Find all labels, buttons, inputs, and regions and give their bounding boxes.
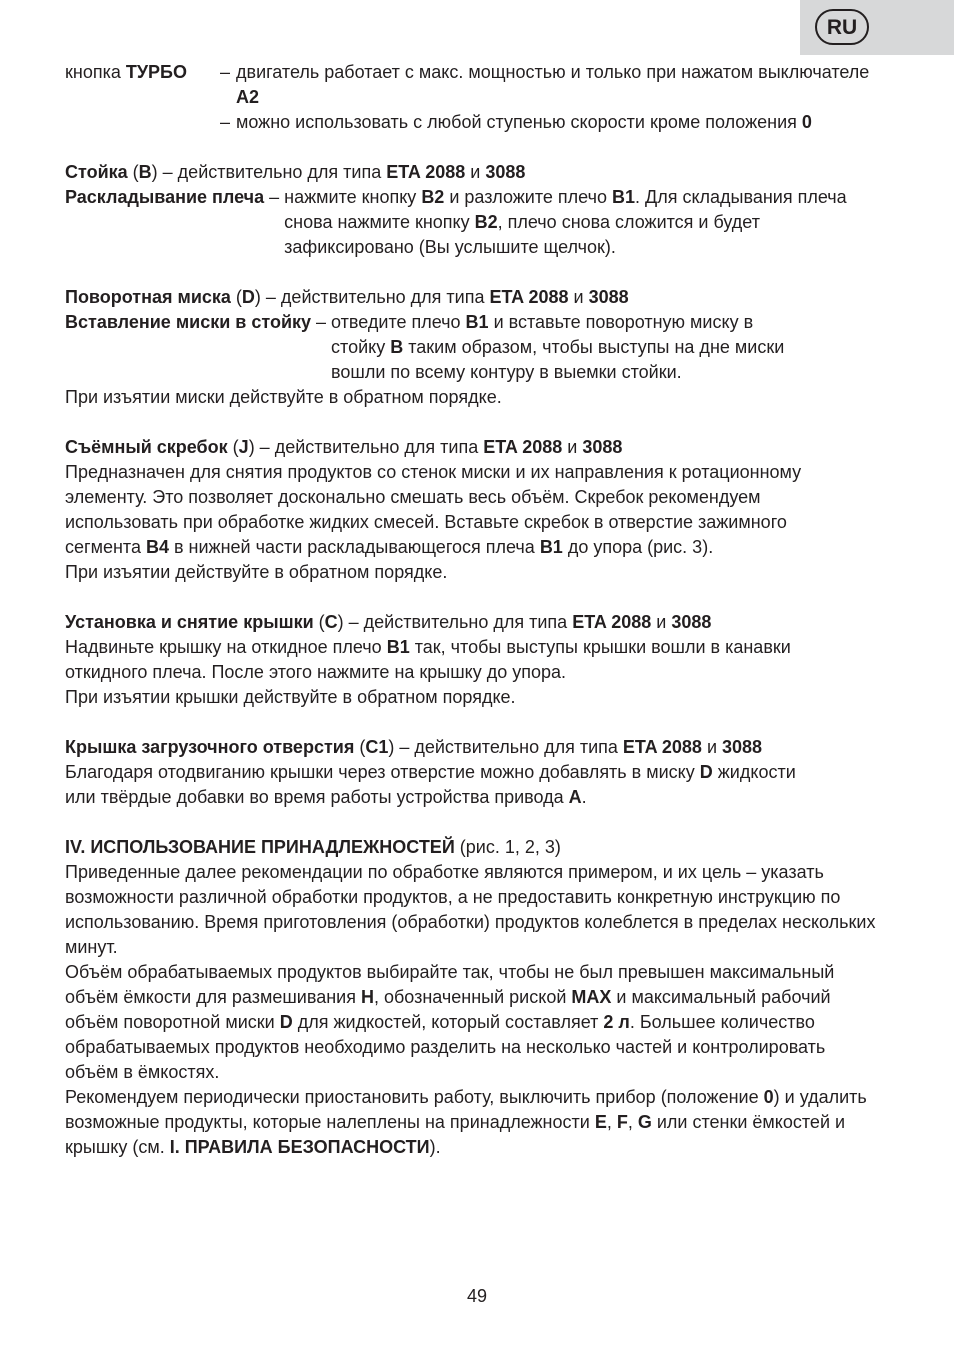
arm-unfold-label: Раскладывание плеча: [65, 187, 265, 207]
language-badge: [815, 9, 869, 45]
usage-volume: Объём обрабатываемых продуктов выбирайте так, чтобы не был превышен максимальный объём ёмкости для размешивания H, обозначенный риской MAX и максимальный рабочий объём поворотной миски D для жидкостей, который составляет 2 л. Большее количество обрабатываемых продуктов необходимо разделить на несколько частей и контролировать объём в ёмкостях.: [65, 962, 835, 1082]
usage-heading: IV. ИСПОЛЬЗОВАНИЕ ПРИНАДЛЕЖНОСТЕЙ (рис. 1, 2, 3): [65, 837, 561, 857]
language-code: RU: [826, 15, 858, 39]
usage-cleaning: Рекомендуем периодически приостановить работу, выключить прибор (положение 0) и удалить возможные продукты, которые налеплены на принадлежности E, F, G или стенки ёмкостей и крышку (см. I. ПРАВИЛА БЕЗОПАСНОСТИ).: [65, 1087, 867, 1157]
lid-description: Надвиньте крышку на откидное плечо B1 так, чтобы выступы крышки вошли в канавки откидного плеча. После этого нажмите на крышку до упора.: [65, 637, 791, 682]
stand-heading: Стойка (B) – действительно для типа ETA 2088 и 3088: [65, 162, 526, 182]
feed-lid-description: Благодаря отодвиганию крышки через отверстие можно добавлять в миску D жидкости или твёрдые добавки во время работы устройства привода A.: [65, 762, 796, 807]
bowl-insert-instruction: Вставление миски в стойку – отведите плечо B1 и вставьте поворотную миску в стойку B таким образом, чтобы выступы на дне миски вошли по всему контуру в выемки стойки.: [65, 312, 785, 382]
page-content: [65, 60, 895, 1160]
lid-remove-note: При изъятии крышки действуйте в обратном порядке.: [65, 687, 516, 707]
page-number: 49: [466, 1286, 488, 1306]
bowl-remove-note: При изъятии миски действуйте в обратном порядке.: [65, 387, 502, 407]
bowl-insert-label: Вставление миски в стойку: [65, 312, 312, 332]
turbo-items: [220, 60, 895, 135]
scraper-description: Предназначен для снятия продуктов со стенок миски и их направления к ротационному элементу. Это позволяет досконально смешать весь объём. Скребок рекомендуем использовать при обработке жидких смесей. Вставьте скребок в отверстие зажимного сегмента B4 в нижней части раскладывающегося плеча B1 до упора (рис. 3).: [65, 462, 802, 557]
arm-unfold-instruction: Раскладывание плеча – нажмите кнопку B2 и разложите плечо B1. Для складывания плеча снова нажмите кнопку B2, плечо снова сложится и будет зафиксировано (Вы услышите щелчок).: [65, 187, 847, 257]
scraper-remove-note: При изъятии действуйте в обратном порядке.: [65, 562, 448, 582]
scraper-heading: Съёмный скребок (J) – действительно для типа ETA 2088 и 3088: [65, 437, 623, 457]
turbo-section: [65, 60, 895, 135]
lid-heading: Установка и снятие крышки (C) – действительно для типа ETA 2088 и 3088: [65, 612, 712, 632]
feed-lid-heading: Крышка загрузочного отверстия (C1) – действительно для типа ETA 2088 и 3088: [65, 737, 763, 757]
turbo-item: – двигатель работает с макс. мощностью и только при нажатом выключателе A2: [220, 62, 870, 107]
turbo-label: кнопка ТУРБО: [65, 62, 187, 82]
usage-intro: Приведенные далее рекомендации по обработке являются примером, и их цель – указать возможности различной обработки продуктов, а не предоставить конкретную инструкцию по использованию. Время приготовления (обработки) продуктов колеблется в пределах нескольких минут.: [65, 862, 876, 957]
turbo-item: – можно использовать с любой ступенью скорости кроме положения 0: [220, 112, 812, 132]
bowl-heading: Поворотная миска (D) – действительно для типа ETA 2088 и 3088: [65, 287, 629, 307]
